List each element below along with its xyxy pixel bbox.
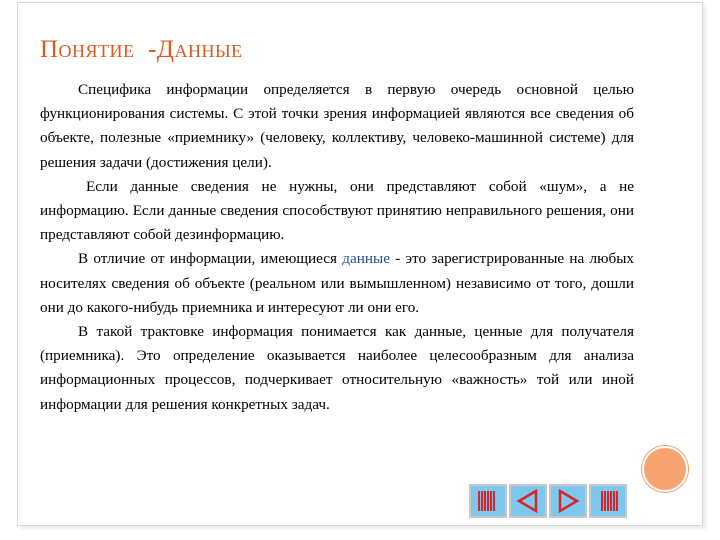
- first-slide-icon: [474, 488, 502, 514]
- paragraph-1: Специфика информации определяется в первую очередь основной целью функционирования системы. С этой точки зрения информацией являются все сведения об объекте, полезные «приемнику» (человеку, коллективу, человеко-машинной системе) для решения задачи (достижения цели).: [40, 81, 634, 171]
- paragraph-4: В такой трактовке информация понимается как данные, ценные для получателя (приемника). Это определение оказывается наиболее целесообразным для анализа информационных процессов, подчеркивает относительную «важность» той или иной информации для решения конкретных задач.: [40, 323, 634, 413]
- last-slide-icon: [594, 488, 622, 514]
- title-part-1: Понятие: [40, 36, 135, 63]
- slide-body: [40, 78, 634, 417]
- next-slide-button[interactable]: [549, 484, 587, 518]
- previous-slide-button[interactable]: [509, 484, 547, 518]
- previous-slide-icon: [514, 488, 542, 514]
- slide-title: [40, 36, 243, 64]
- paragraph-3: [40, 247, 634, 320]
- paragraph-2: Если данные сведения не нужны, они представляют собой «шум», а не информацию. Если данные сведения способствуют принятию неправильного решения, они представляют собой дезинформацию.: [40, 177, 634, 244]
- slide-navigation: [469, 484, 627, 518]
- decorative-circle: [642, 446, 688, 492]
- last-slide-button[interactable]: [589, 484, 627, 518]
- title-part-2: -Данные: [148, 36, 243, 63]
- paragraph-3-text-after: - это зарегистрированные на любых носителях сведения об объекте (реальном или вымышленном) независимо от того, дошли они до какого-нибудь приемника и интересуют ли они его.: [40, 250, 634, 316]
- first-slide-button[interactable]: [469, 484, 507, 518]
- next-slide-icon: [554, 488, 582, 514]
- paragraph-3-text-before: В отличие от информации, имеющиеся: [78, 250, 343, 268]
- term-dannye-link[interactable]: данные: [342, 250, 390, 268]
